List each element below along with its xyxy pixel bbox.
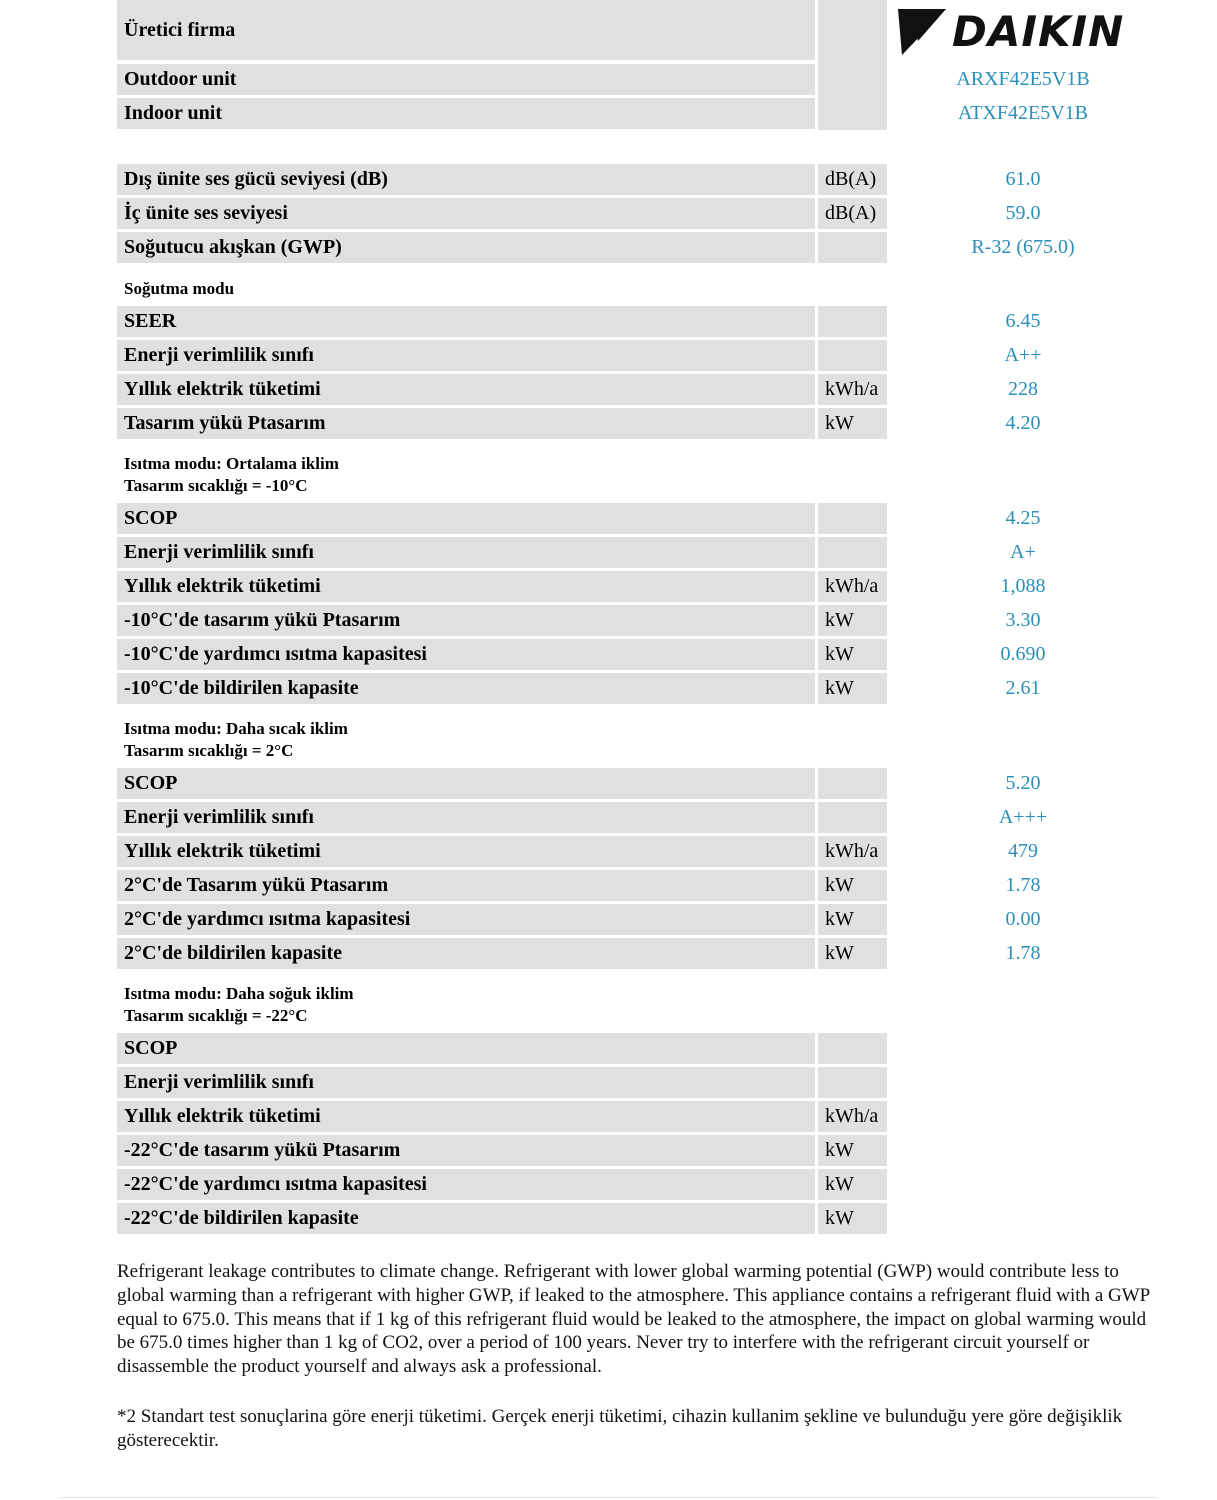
heating-colder-row-unit	[818, 1033, 887, 1064]
heating-average-row-value: A+	[1010, 541, 1036, 563]
general-row-unit	[818, 232, 887, 263]
heating-average-row-unit: kW	[818, 639, 887, 670]
heating-warmer-title-line2: Tasarım sıcaklığı = 2°C	[124, 741, 294, 760]
heating-average-row-label: -10°C'de tasarım yükü Ptasarım	[117, 605, 815, 636]
cooling-row-unit	[818, 306, 887, 337]
heating-warmer-row-unit: kW	[818, 938, 887, 969]
heating-average-row-unit	[818, 503, 887, 534]
heating-colder-row-value	[907, 1135, 1139, 1166]
heating-warmer-row-value: 479	[1008, 840, 1038, 862]
heating-average-row-label: -10°C'de yardımcı ısıtma kapasitesi	[117, 639, 815, 670]
heating-colder-title-line1: Isıtma modu: Daha soğuk iklim	[124, 984, 354, 1003]
outdoor-unit-value: ARXF42E5V1B	[956, 68, 1090, 90]
bottom-divider	[60, 1497, 1158, 1498]
outdoor-unit-label: Outdoor unit	[117, 64, 815, 95]
cooling-row-value: 4.20	[1005, 412, 1041, 434]
heating-warmer-row-label: 2°C'de bildirilen kapasite	[117, 938, 815, 969]
heating-average-row-value: 4.25	[1005, 507, 1041, 529]
manufacturer-label: Üretici firma	[117, 0, 815, 60]
cooling-row-value: A++	[1004, 344, 1042, 366]
heating-colder-title	[124, 983, 354, 1027]
cooling-row-unit: kW	[818, 408, 887, 439]
heating-colder-row-value	[907, 1203, 1139, 1234]
heating-average-row-value: 1,088	[1000, 575, 1046, 597]
heating-average-row-label: SCOP	[117, 503, 815, 534]
daikin-logo	[896, 5, 1148, 57]
indoor-unit-value: ATXF42E5V1B	[957, 102, 1088, 124]
general-row-label: Soğutucu akışkan (GWP)	[117, 232, 815, 263]
footnote: *2 Standart test sonuçlarina göre enerji tüketimi. Gerçek enerji tüketimi, cihazin kullanim şekline ve bulunduğu yere göre değişiklik gösterecektir.	[117, 1406, 1123, 1451]
heating-warmer-row-value: A+++	[998, 806, 1048, 828]
heating-colder-row-unit: kW	[818, 1135, 887, 1166]
cooling-row-unit	[818, 340, 887, 371]
heating-warmer-row-label: SCOP	[117, 768, 815, 799]
heating-colder-row-unit	[818, 1067, 887, 1098]
general-row-unit: dB(A)	[818, 198, 887, 229]
heating-warmer-title-line1: Isıtma modu: Daha sıcak iklim	[124, 719, 348, 738]
heating-average-row-label: Yıllık elektrik tüketimi	[117, 571, 815, 602]
heating-colder-row-value	[907, 1067, 1139, 1098]
heating-average-row-label: -10°C'de bildirilen kapasite	[117, 673, 815, 704]
heating-average-row-unit: kW	[818, 673, 887, 704]
heating-average-title-line2: Tasarım sıcaklığı = -10°C	[124, 476, 308, 495]
heating-warmer-row-label: 2°C'de Tasarım yükü Ptasarım	[117, 870, 815, 901]
gwp-note: Refrigerant leakage contributes to climate change. Refrigerant with lower global warming potential (GWP) would contribute less to global warming than a refrigerant with higher GWP, if leaked to the atmosphere. This appliance contains a refrigerant fluid with a GWP equal to 675.0. This means that if 1 kg of this refrigerant fluid would be leaked to the atmosphere, the impact on global warming would be 675.0 times higher than 1 kg of CO2, over a period of 100 years. Never try to interfere with the refrigerant circuit yourself or disassemble the product yourself and always ask a professional.	[117, 1261, 1150, 1378]
heating-warmer-row-unit: kW	[818, 870, 887, 901]
cooling-row-unit: kWh/a	[818, 374, 887, 405]
daikin-mark-icon	[896, 5, 948, 57]
heating-average-row-value: 3.30	[1005, 609, 1041, 631]
heating-colder-row-value	[907, 1101, 1139, 1132]
heating-warmer-row-unit: kWh/a	[818, 836, 887, 867]
heating-colder-row-value	[907, 1169, 1139, 1200]
heating-warmer-row-label: Enerji verimlilik sınıfı	[117, 802, 815, 833]
cooling-row-value: 228	[1008, 378, 1038, 400]
heating-warmer-row-unit: kW	[818, 904, 887, 935]
heating-average-row-unit: kW	[818, 605, 887, 636]
cooling-row-label: Enerji verimlilik sınıfı	[117, 340, 815, 371]
heating-colder-row-unit: kWh/a	[818, 1101, 887, 1132]
general-row-label: İç ünite ses seviyesi	[117, 198, 815, 229]
general-row-value: 61.0	[1005, 168, 1041, 190]
heating-colder-row-label: -22°C'de bildirilen kapasite	[117, 1203, 815, 1234]
heating-average-title	[124, 453, 339, 497]
general-row-value: 59.0	[1005, 202, 1041, 224]
heating-average-row-value: 0.690	[1000, 643, 1046, 665]
cooling-row-label: Tasarım yükü Ptasarım	[117, 408, 815, 439]
heating-colder-row-value	[907, 1033, 1139, 1064]
heating-colder-title-line2: Tasarım sıcaklığı = -22°C	[124, 1006, 308, 1025]
general-row-label: Dış ünite ses gücü seviyesi (dB)	[117, 164, 815, 195]
general-row-value: R-32 (675.0)	[971, 236, 1075, 258]
cooling-row-label: SEER	[117, 306, 815, 337]
heating-warmer-row-value: 1.78	[1005, 874, 1041, 896]
heating-warmer-row-value: 0.00	[1005, 908, 1041, 930]
indoor-unit-label: Indoor unit	[117, 98, 815, 129]
cooling-row-label: Yıllık elektrik tüketimi	[117, 374, 815, 405]
heating-average-row-label: Enerji verimlilik sınıfı	[117, 537, 815, 568]
heating-colder-row-label: -22°C'de yardımcı ısıtma kapasitesi	[117, 1169, 815, 1200]
heating-warmer-row-label: Yıllık elektrik tüketimi	[117, 836, 815, 867]
heating-colder-row-label: SCOP	[117, 1033, 815, 1064]
heating-average-row-unit: kWh/a	[818, 571, 887, 602]
heating-colder-row-label: Yıllık elektrik tüketimi	[117, 1101, 815, 1132]
manufacturer-unit-cell	[818, 0, 887, 130]
heating-average-row-unit	[818, 537, 887, 568]
heating-warmer-title	[124, 718, 348, 762]
heating-warmer-row-value: 1.78	[1005, 942, 1041, 964]
heating-colder-row-label: -22°C'de tasarım yükü Ptasarım	[117, 1135, 815, 1166]
heating-warmer-row-unit	[818, 768, 887, 799]
heating-colder-row-unit: kW	[818, 1203, 887, 1234]
heating-warmer-row-label: 2°C'de yardımcı ısıtma kapasitesi	[117, 904, 815, 935]
heating-warmer-row-value: 5.20	[1005, 772, 1041, 794]
brand-name: DAIKIN	[952, 6, 1125, 56]
cooling-title: Soğutma modu	[124, 279, 235, 298]
general-row-unit: dB(A)	[818, 164, 887, 195]
heating-colder-row-label: Enerji verimlilik sınıfı	[117, 1067, 815, 1098]
heating-average-row-value: 2.61	[1005, 677, 1041, 699]
heating-warmer-row-unit	[818, 802, 887, 833]
heating-average-title-line1: Isıtma modu: Ortalama iklim	[124, 454, 339, 473]
cooling-row-value: 6.45	[1005, 310, 1041, 332]
heating-colder-row-unit: kW	[818, 1169, 887, 1200]
